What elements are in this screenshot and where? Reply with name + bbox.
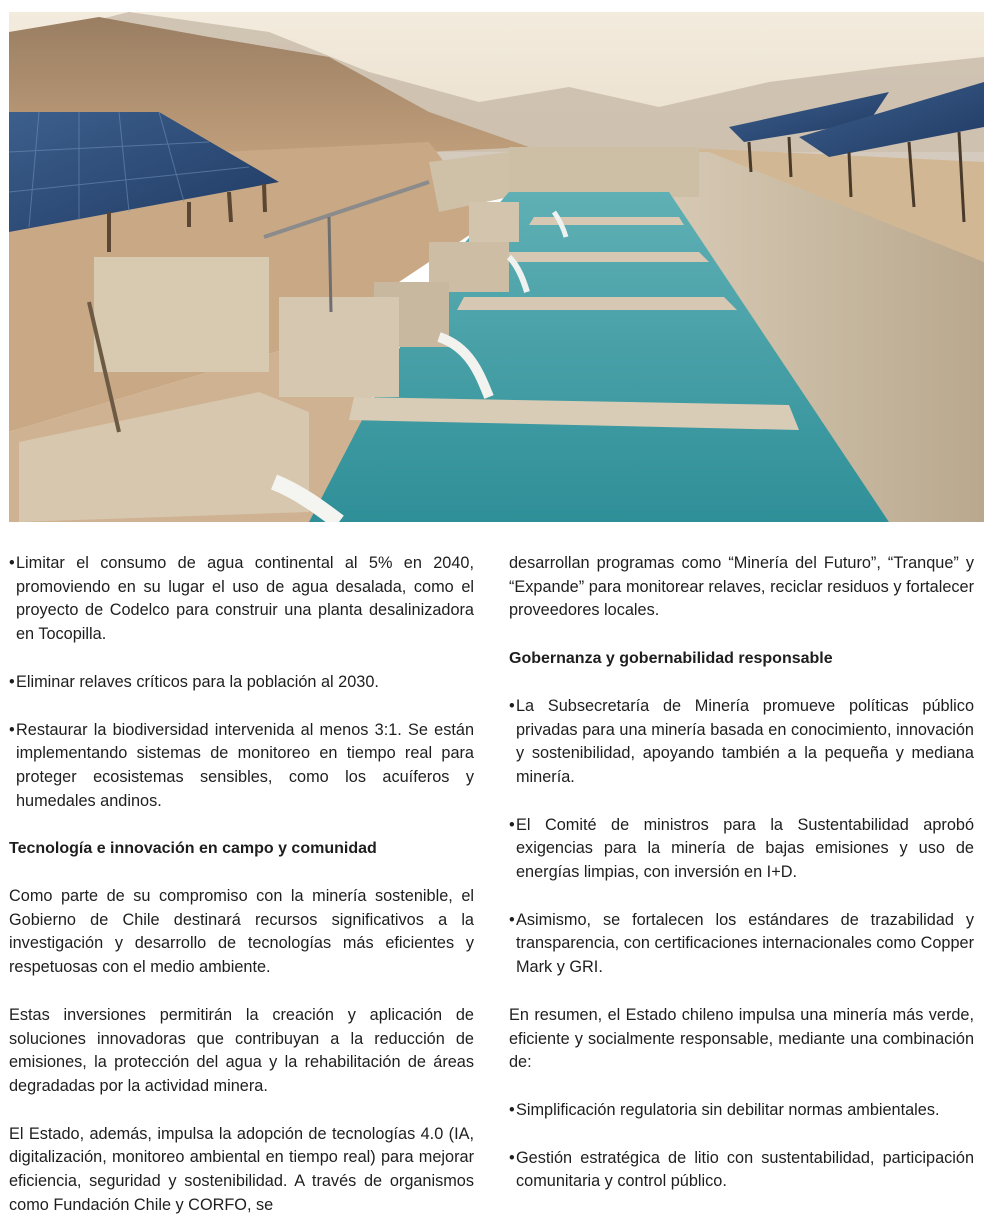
- bullet-dot: •: [509, 1100, 515, 1119]
- bullet-dot: •: [509, 815, 515, 834]
- right-column: [509, 552, 974, 1218]
- list-item: • Restaurar la biodiversidad intervenida al menos 3:1. Se están implementando sistemas de monitoreo en tiempo real para proteger ecosistemas sensibles, como los acuíferos y humedales andinos.: [9, 720, 474, 810]
- list-item: • Limitar el consumo de agua continental al 5% en 2040, promoviendo en su lugar el uso de agua desalada, como el proyecto de Codelco para construir una planta desalinizadora en Tocopilla.: [9, 554, 474, 644]
- left-column: [9, 552, 474, 1217]
- water-treatment-photo: [9, 12, 984, 522]
- list-item: • La Subsecretaría de Minería promueve políticas público privadas para una minería basada en conocimiento, innovación y sostenibilidad, apoyando también a la pequeña y mediana minería.: [509, 696, 974, 786]
- paragraph-continuation: desarrollan programas como “Minería del Futuro”, “Tranque” y “Expande” para monitorear relaves, reciclar residuos y fortalecer proveedores locales.: [509, 554, 974, 620]
- bullet-dot: •: [509, 696, 515, 715]
- bullet-dot: •: [509, 1148, 515, 1167]
- list-item: • Asimismo, se fortalecen los estándares de trazabilidad y transparencia, con certificaciones internacionales como Copper Mark y GRI.: [509, 910, 974, 977]
- section-heading: Gobernanza y gobernabilidad responsable: [509, 650, 833, 668]
- section-heading: Tecnología e innovación en campo y comunidad: [9, 840, 377, 858]
- summary-paragraph: En resumen, el Estado chileno impulsa una minería más verde, eficiente y socialmente responsable, mediante una combinación de:: [509, 1005, 974, 1072]
- list-item: • Simplificación regulatoria sin debilitar normas ambientales.: [509, 1099, 974, 1123]
- list-item: • El Comité de ministros para la Sustentabilidad aprobó exigencias para la minería de bajas emisiones y uso de energías limpias, con inversión en I+D.: [509, 815, 974, 882]
- list-item: • Eliminar relaves críticos para la población al 2030.: [9, 671, 474, 695]
- bullet-dot: •: [9, 672, 15, 691]
- list-item: • Gestión estratégica de litio con sustentabilidad, participación comunitaria y control público.: [509, 1148, 974, 1191]
- bullet-dot: •: [9, 554, 15, 572]
- paragraph: Estas inversiones permitirán la creación y aplicación de soluciones innovadoras que contribuyan a la reducción de emisiones, la protección del agua y la rehabilitación de áreas degradadas por la actividad minera.: [9, 1005, 474, 1095]
- bullet-dot: •: [509, 910, 515, 929]
- bullet-dot: •: [9, 720, 15, 739]
- paragraph: El Estado, además, impulsa la adopción de tecnologías 4.0 (IA, digitalización, monitoreo ambiental en tiempo real) para mejorar eficiencia, seguridad y sostenibilidad. A través de organismos como Fundación Chile y CORFO, se: [9, 1124, 474, 1214]
- paragraph: Como parte de su compromiso con la minería sostenible, el Gobierno de Chile destinará recursos significativos a la investigación y desarrollo de tecnologías más eficientes y respetuosas con el medio ambiente.: [9, 887, 474, 977]
